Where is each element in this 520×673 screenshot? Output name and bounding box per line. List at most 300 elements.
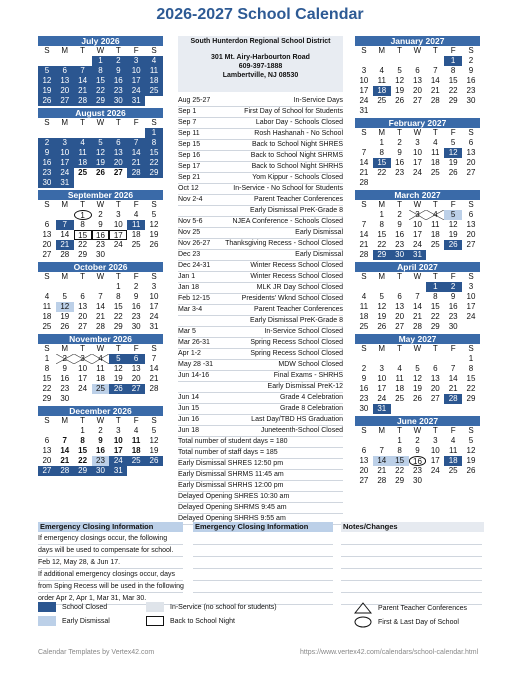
day-cell: 21 (359, 240, 369, 249)
day-cell: 6 (415, 66, 420, 75)
day-cell: 16 (466, 76, 476, 85)
week-row (355, 456, 480, 466)
day-cell: 22 (395, 466, 405, 475)
day-cell: 7 (127, 138, 145, 148)
day-cell: 4 (74, 138, 92, 148)
event-row (178, 294, 343, 305)
weekday-label: S (44, 200, 50, 209)
week-row (38, 240, 163, 250)
weekday-label: S (44, 46, 50, 55)
day-cell (409, 404, 427, 414)
day-cell: 2 (397, 210, 402, 219)
day-cell: 20 (395, 312, 405, 321)
day-cell: 19 (448, 158, 458, 167)
event-row (178, 228, 343, 239)
day-cell: 19 (395, 86, 405, 95)
day-cell: 13 (78, 302, 88, 311)
day-cell (127, 394, 145, 404)
day-cell (426, 106, 444, 116)
weekday-label: F (133, 272, 139, 281)
legend-first-last (354, 616, 459, 628)
event-title: In-Service Days (293, 97, 343, 104)
event-row (178, 426, 343, 437)
week-row (38, 426, 163, 436)
day-cell: 23 (466, 86, 476, 95)
week-row (355, 476, 480, 486)
day-cell: 12 (448, 220, 458, 229)
day-cell: 11 (145, 66, 163, 76)
day-cell: 17 (127, 76, 145, 86)
weekday-label: S (151, 272, 157, 281)
event-date: Nov 26-27 (178, 240, 211, 247)
day-cell: 13 (466, 220, 476, 229)
month-header: September 2026 (38, 190, 163, 200)
legend-label: In-Service (no school for students) (170, 603, 277, 611)
day-cell: 23 (131, 312, 141, 321)
day-cell: 22 (113, 312, 123, 321)
day-cell: 30 (96, 250, 105, 259)
event-title: MDW School Closed (278, 361, 343, 368)
weekday-label: F (450, 200, 456, 209)
month-calendar (355, 36, 480, 116)
event-date: Jun 14-16 (178, 372, 210, 379)
event-title: Grade 4 Celebration (279, 394, 343, 401)
day-cell: 17 (78, 374, 88, 383)
day-cell: 10 (149, 292, 159, 301)
day-cell: 14 (60, 230, 70, 239)
legend-label: School Closed (62, 603, 108, 611)
day-cell: 10 (113, 436, 123, 445)
day-cell: 31 (359, 106, 369, 115)
day-cell (373, 178, 391, 188)
day-cell: 21 (60, 456, 70, 465)
day-cell: 28 (377, 476, 387, 485)
month-header: November 2026 (38, 334, 163, 344)
day-cell (409, 178, 427, 188)
day-cell: 26 (96, 168, 105, 177)
day-cell: 5 (397, 66, 402, 75)
weekday-label: W (413, 344, 422, 353)
legend-ptc (354, 602, 467, 614)
day-cell: 31 (373, 404, 391, 414)
day-cell: 25 (377, 96, 387, 105)
day-cell: 13 (413, 76, 422, 85)
weekday-label: T (80, 272, 86, 281)
legend-school-closed (38, 602, 107, 612)
day-cell: 22 (466, 384, 476, 393)
weekday-label: S (468, 200, 474, 209)
day-cell: 26 (413, 394, 422, 403)
day-cell: 12 (395, 76, 405, 85)
emergency-line: days will be used to compensate for school. (38, 545, 183, 557)
day-cell: 6 (56, 66, 74, 76)
day-cell: 30 (60, 394, 70, 403)
week-row (355, 106, 480, 116)
weekday-label: M (61, 200, 69, 209)
day-cell: 11 (395, 374, 404, 383)
day-cell (426, 178, 444, 188)
day-cell: 4 (361, 292, 367, 301)
emergency-title-2: Emergency Closing Information (193, 522, 333, 532)
event-title: Back to School Night SHRHS (251, 163, 343, 170)
day-cell: 1 (397, 436, 402, 445)
weekday-label: T (397, 200, 403, 209)
day-cell (127, 178, 145, 188)
day-cell (409, 106, 427, 116)
event-title: Back to School Night SHRMS (250, 152, 343, 159)
week-row (355, 292, 480, 302)
day-cell: 12 (149, 220, 159, 229)
legend-inservice (146, 602, 277, 612)
day-cell (373, 282, 391, 292)
day-cell: 19 (149, 230, 159, 239)
day-cell: 14 (448, 374, 458, 383)
weekday-label: F (450, 426, 456, 435)
day-cell: 26 (38, 96, 56, 106)
weekday-label: F (133, 416, 139, 425)
events-list (178, 96, 343, 437)
day-cell (145, 96, 163, 106)
weekday-label: T (115, 200, 121, 209)
school-address: 301 Mt. Airy-Harbourton Road (211, 54, 310, 61)
day-cell (92, 178, 110, 188)
day-cell: 2 (56, 354, 74, 364)
day-cell: 20 (42, 240, 52, 249)
day-cell: 31 (149, 322, 159, 331)
weekday-row (355, 426, 480, 436)
weekday-label: S (468, 426, 474, 435)
day-cell: 30 (38, 178, 56, 188)
day-cell: 12 (56, 302, 74, 312)
day-cell: 7 (62, 436, 67, 445)
day-cell: 26 (466, 466, 476, 475)
week-row (38, 96, 163, 106)
weekday-label: T (397, 344, 403, 353)
day-cell (38, 128, 56, 138)
event-row (178, 162, 343, 173)
day-cell: 5 (151, 210, 157, 219)
event-title: Rosh Hashanah - No School (254, 130, 343, 137)
day-cell: 10 (359, 76, 369, 85)
day-cell (462, 106, 480, 116)
day-cell: 22 (377, 240, 387, 249)
day-cell: 20 (109, 158, 127, 168)
day-cell: 10 (78, 364, 88, 373)
day-cell: 9 (62, 364, 67, 373)
day-cell: 24 (430, 466, 440, 475)
week-row (355, 76, 480, 86)
day-cell: 21 (448, 384, 458, 393)
day-cell: 29 (373, 250, 391, 260)
day-cell: 13 (359, 456, 369, 465)
legend-label: Early Dismissal (62, 617, 110, 625)
weekday-label: T (432, 272, 438, 281)
weekday-row (355, 272, 480, 282)
day-cell (391, 282, 409, 292)
day-cell: 4 (379, 66, 384, 75)
day-cell: 4 (450, 436, 456, 445)
weekday-row (355, 128, 480, 138)
weekday-label: T (115, 118, 121, 127)
day-cell: 27 (38, 466, 56, 476)
day-cell: 24 (56, 168, 74, 178)
day-cell: 13 (430, 374, 440, 383)
day-cell: 9 (450, 292, 456, 301)
day-cell: 2 (415, 436, 420, 445)
day-cell (409, 56, 427, 66)
day-cell: 7 (74, 66, 92, 76)
weekday-label: S (361, 272, 367, 281)
day-cell: 14 (127, 148, 145, 158)
day-cell: 14 (359, 230, 369, 239)
month-header: March 2027 (355, 190, 480, 200)
day-cell: 9 (98, 220, 103, 229)
weekday-label: S (468, 46, 474, 55)
day-cell: 12 (113, 364, 123, 373)
day-cell: 27 (395, 322, 405, 331)
weekday-label: T (432, 344, 438, 353)
event-row (178, 283, 343, 294)
day-cell: 5 (38, 66, 56, 76)
day-cell: 4 (426, 210, 444, 220)
day-cell: 1 (80, 426, 85, 435)
day-cell (391, 354, 409, 364)
day-cell (462, 322, 480, 332)
day-cell: 23 (413, 466, 422, 475)
weekday-row (38, 118, 163, 128)
day-cell: 29 (113, 322, 123, 331)
weekday-label: F (133, 118, 139, 127)
day-cell: 25 (145, 86, 163, 96)
day-cell: 6 (127, 354, 145, 364)
note-line: Total number of student days = 180 (178, 437, 343, 448)
day-cell (74, 282, 92, 292)
day-cell: 16 (38, 158, 56, 168)
day-cell: 24 (149, 312, 159, 321)
event-title: Early Dismissal PreK-Grade 8 (250, 317, 343, 324)
day-cell: 18 (96, 374, 105, 383)
note-line: Early Dismissal SHRES 12:50 pm (178, 459, 343, 470)
day-cell: 5 (92, 138, 110, 148)
day-cell (109, 178, 127, 188)
day-cell: 13 (42, 230, 52, 239)
week-row (38, 384, 163, 394)
day-cell: 17 (149, 302, 159, 311)
day-cell: 6 (109, 138, 127, 148)
day-cell: 30 (413, 476, 422, 485)
weekday-row (38, 416, 163, 426)
day-cell: 23 (38, 168, 56, 178)
month-calendar (355, 118, 480, 188)
day-cell: 10 (413, 220, 422, 229)
day-cell: 11 (377, 76, 386, 85)
day-cell: 19 (113, 374, 123, 383)
weekday-label: M (378, 344, 386, 353)
day-cell (444, 178, 462, 188)
day-cell: 3 (361, 66, 367, 75)
day-cell: 18 (359, 312, 369, 321)
day-cell (127, 466, 145, 476)
day-cell: 25 (78, 168, 88, 177)
weekday-label: S (151, 200, 157, 209)
day-cell: 25 (131, 240, 141, 249)
day-cell: 26 (149, 240, 159, 249)
day-cell: 23 (395, 240, 405, 249)
week-row (38, 158, 163, 168)
day-cell: 4 (397, 364, 402, 373)
day-cell: 4 (44, 292, 50, 301)
event-row (178, 206, 343, 217)
weekday-label: S (361, 200, 367, 209)
day-cell: 9 (415, 446, 420, 455)
day-cell: 5 (468, 436, 474, 445)
event-date: Jun 14 (178, 394, 200, 401)
weekday-label: W (96, 272, 105, 281)
event-row (178, 195, 343, 206)
day-cell: 8 (116, 292, 121, 301)
day-cell: 10 (113, 220, 123, 229)
day-cell: 25 (92, 384, 110, 394)
event-title: Final Exams - SHRHS (273, 372, 343, 379)
note-line: Delayed Opening SHRES 10:30 am (178, 492, 343, 503)
day-cell: 16 (109, 76, 127, 86)
day-cell: 20 (466, 230, 476, 239)
event-title: Juneteenth-School Closed (260, 427, 343, 434)
day-cell: 28 (56, 466, 74, 476)
day-cell: 17 (359, 86, 369, 95)
inservice-swatch (146, 602, 164, 612)
day-cell: 1 (145, 128, 163, 138)
event-title: Parent Teacher Conferences (254, 306, 343, 313)
day-cell (373, 106, 391, 116)
event-title: Early Dismissal (295, 229, 343, 236)
day-cell (355, 436, 373, 446)
day-cell: 18 (430, 230, 440, 239)
day-cell (355, 282, 373, 292)
week-row (38, 128, 163, 138)
event-row (178, 415, 343, 426)
day-cell: 6 (397, 292, 402, 301)
day-cell: 30 (391, 250, 409, 260)
weekday-label: M (61, 46, 69, 55)
weekday-label: S (361, 344, 367, 353)
day-cell: 22 (145, 158, 163, 168)
week-row (38, 220, 163, 230)
week-row (38, 354, 163, 364)
day-cell: 24 (466, 312, 476, 321)
day-cell: 20 (413, 86, 422, 95)
day-cell: 20 (42, 456, 52, 465)
day-cell (109, 128, 127, 138)
day-cell: 20 (131, 374, 141, 383)
event-title: Spring Recess School Closed (250, 339, 343, 346)
day-cell: 19 (149, 446, 159, 455)
day-cell: 11 (131, 436, 141, 445)
weekday-label: W (413, 426, 422, 435)
week-row (38, 66, 163, 76)
event-date: Sep 17 (178, 163, 201, 170)
weekday-label: F (133, 200, 139, 209)
day-cell: 27 (127, 384, 145, 394)
day-cell: 31 (127, 96, 145, 106)
day-cell: 4 (145, 56, 163, 66)
day-cell: 18 (42, 312, 52, 321)
event-row (178, 371, 343, 382)
day-cell: 16 (395, 158, 405, 167)
day-cell: 2 (444, 282, 462, 292)
week-row (38, 364, 163, 374)
day-cell: 3 (56, 138, 74, 148)
day-cell: 9 (361, 374, 367, 383)
weekday-label: S (361, 426, 367, 435)
legend-label: Parent Teacher Conferences (378, 604, 467, 612)
week-row (38, 56, 163, 66)
weekday-row (38, 272, 163, 282)
day-cell: 21 (74, 86, 92, 96)
day-cell: 22 (430, 312, 440, 321)
day-cell: 14 (74, 76, 92, 86)
day-cell: 20 (430, 384, 440, 393)
weekday-label: S (151, 118, 157, 127)
event-title: Parent Teacher Conferences (254, 196, 343, 203)
weekday-label: S (44, 118, 50, 127)
month-header: February 2027 (355, 118, 480, 128)
event-title: Yom Kippur - Schools Closed (252, 174, 343, 181)
day-cell: 1 (92, 56, 110, 66)
day-cell: 29 (92, 96, 110, 106)
week-row (355, 364, 480, 374)
weekday-row (355, 200, 480, 210)
event-row (178, 272, 343, 283)
note-line: Delayed Opening SHRMS 9:45 am (178, 503, 343, 514)
weekday-label: T (432, 128, 438, 137)
day-cell: 29 (466, 394, 476, 403)
day-cell: 26 (444, 240, 462, 250)
note-line: Delayed Opening SHRHS 9:55 am (178, 514, 343, 525)
day-cell: 17 (413, 158, 422, 167)
day-cell: 18 (430, 158, 440, 167)
week-row (38, 374, 163, 384)
day-cell: 29 (74, 466, 92, 476)
day-cell (109, 394, 127, 404)
weekday-label: T (80, 416, 86, 425)
day-cell: 8 (44, 364, 50, 373)
day-cell: 22 (448, 86, 458, 95)
day-cell: 21 (56, 240, 74, 250)
notes-list (178, 437, 343, 525)
weekday-label: W (413, 200, 422, 209)
day-cell: 14 (430, 76, 440, 85)
day-cell: 23 (395, 168, 405, 177)
event-row (178, 173, 343, 184)
event-title: Grade 8 Celebration (279, 405, 343, 412)
day-cell: 16 (359, 384, 369, 393)
day-cell: 7 (361, 220, 367, 229)
day-cell: 24 (109, 456, 127, 466)
day-cell: 28 (444, 394, 462, 404)
month-header: May 2027 (355, 334, 480, 344)
weekday-label: M (378, 128, 386, 137)
weekday-label: T (80, 344, 86, 353)
month-calendar (38, 190, 163, 260)
school-name: South Hunterdon Regional School District (190, 38, 331, 45)
event-row (178, 96, 343, 107)
day-cell: 1 (74, 210, 92, 220)
day-cell: 28 (127, 168, 145, 178)
month-header: August 2026 (38, 108, 163, 118)
event-row (178, 404, 343, 415)
day-cell (38, 56, 56, 66)
